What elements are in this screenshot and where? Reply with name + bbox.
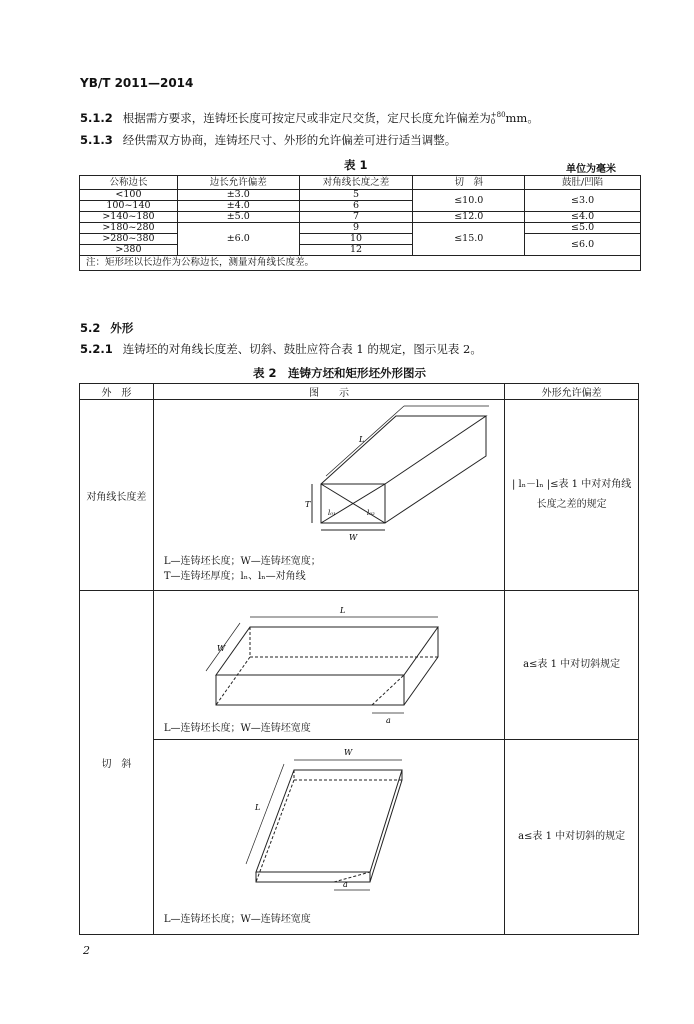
section-title: 外形 bbox=[110, 321, 134, 335]
cell: ≤3.0 bbox=[525, 190, 641, 212]
label-W: W bbox=[216, 644, 226, 653]
cell: 12 bbox=[299, 245, 413, 256]
cell: <100 bbox=[80, 190, 178, 201]
cell: ≤5.0 bbox=[525, 223, 641, 234]
figure-cell bbox=[153, 740, 504, 935]
label-a: a bbox=[385, 716, 391, 725]
legend-line: L—连铸坯长度；W—连铸坯宽度 bbox=[163, 723, 311, 734]
tolerance-cell bbox=[505, 740, 639, 935]
cell: 100~140 bbox=[80, 201, 178, 212]
clause-unit: mm。 bbox=[505, 111, 539, 125]
header-cell: 对角线长度之差 bbox=[299, 176, 413, 190]
header-cell: 公称边长 bbox=[80, 176, 178, 190]
section-number: 5.2 bbox=[80, 321, 101, 335]
section-5-2 bbox=[80, 320, 133, 336]
table-note-row bbox=[80, 256, 641, 271]
header-cell: 鼓肚/凹陷 bbox=[525, 176, 641, 190]
tolerance-line: 长度之差的规定 bbox=[536, 499, 607, 510]
label-a: a bbox=[342, 880, 348, 889]
cell: 6 bbox=[299, 201, 413, 212]
figure-cell bbox=[153, 400, 504, 591]
table-header-row bbox=[80, 176, 641, 190]
clause-text: 连铸坯的对角线长度差、切斜、鼓肚应符合表 1 的规定，图示见表 2。 bbox=[122, 342, 482, 356]
table-row bbox=[80, 212, 641, 223]
table-row bbox=[80, 223, 641, 234]
clause-number: 5.1.2 bbox=[80, 111, 113, 125]
cell: 9 bbox=[299, 223, 413, 234]
cell: ≤6.0 bbox=[525, 234, 641, 256]
cell: ≤4.0 bbox=[525, 212, 641, 223]
table1-caption: 表 1 bbox=[344, 158, 368, 172]
label-L: L bbox=[358, 435, 365, 444]
table2-caption: 表 2 连铸方坯和矩形坯外形图示 bbox=[253, 366, 427, 380]
figure-legend bbox=[164, 554, 321, 584]
tolerance-cell bbox=[505, 400, 639, 591]
table-note: 注：矩形坯以长边作为公称边长，测量对角线长度差。 bbox=[80, 256, 641, 271]
cell: 7 bbox=[299, 212, 413, 223]
header-cell: 切 斜 bbox=[413, 176, 525, 190]
legend-line: T—连铸坯厚度；lₙ、lₙ—对角线 bbox=[163, 571, 306, 582]
figure-legend bbox=[164, 912, 311, 927]
cell: ±5.0 bbox=[177, 212, 299, 223]
table-1 bbox=[79, 175, 641, 271]
shape-cell: 切 斜 bbox=[80, 591, 154, 935]
figure-cell bbox=[153, 591, 504, 740]
page-number: 2 bbox=[83, 944, 90, 957]
tolerance-line: a≤表 1 中对切斜规定 bbox=[523, 659, 621, 670]
label-W: W bbox=[348, 533, 358, 542]
label-T: T bbox=[304, 500, 311, 509]
tolerance-line: | lₙ－lₙ |≤表 1 中对对角线 bbox=[511, 479, 632, 490]
legend-line: L—连铸坯长度；W—连铸坯宽度； bbox=[163, 556, 321, 567]
label-L: L bbox=[339, 606, 346, 615]
table-row bbox=[80, 234, 641, 245]
header-cell: 图 示 bbox=[153, 384, 504, 400]
tolerance-upper: +80 bbox=[490, 111, 506, 119]
cell: ±6.0 bbox=[177, 223, 299, 256]
legend-line: L—连铸坯长度；W—连铸坯宽度 bbox=[163, 914, 311, 925]
cell: >280~380 bbox=[80, 234, 178, 245]
cell: ≤15.0 bbox=[413, 223, 525, 256]
clause-text: 根据需方要求，连铸坯长度可按定尺或非定尺交货，定尺长度允许偏差为 bbox=[122, 111, 491, 125]
label-L: L bbox=[254, 803, 261, 812]
label-W: W bbox=[343, 748, 353, 757]
header-cell: 边长允许偏差 bbox=[177, 176, 299, 190]
cell: ≤12.0 bbox=[413, 212, 525, 223]
clause-5-1-2 bbox=[80, 110, 539, 126]
label-l1: l₀₁ bbox=[327, 509, 336, 517]
tolerance-line: a≤表 1 中对切斜的规定 bbox=[518, 831, 626, 842]
cell: 5 bbox=[299, 190, 413, 201]
cell: >180~280 bbox=[80, 223, 178, 234]
shape-cell: 对角线长度差 bbox=[80, 400, 154, 591]
standard-code: YB/T 2011—2014 bbox=[80, 76, 194, 90]
table-row bbox=[80, 190, 641, 201]
tolerance-cell bbox=[505, 591, 639, 740]
clause-number: 5.1.3 bbox=[80, 133, 113, 147]
table-row bbox=[80, 591, 639, 740]
header-cell: 外形允许偏差 bbox=[505, 384, 639, 400]
table-header-row bbox=[80, 384, 639, 400]
cell: >380 bbox=[80, 245, 178, 256]
skew-figure-1 bbox=[154, 591, 506, 739]
cell: ±3.0 bbox=[177, 190, 299, 201]
cell: 10 bbox=[299, 234, 413, 245]
table-2 bbox=[79, 383, 639, 935]
clause-text: 经供需双方协商，连铸坯尺寸、外形的允许偏差可进行适当调整。 bbox=[122, 133, 457, 147]
table1-unit: 单位为毫米 bbox=[566, 164, 616, 175]
figure-legend bbox=[164, 721, 311, 736]
skew-figure-2 bbox=[154, 740, 506, 934]
header-cell: 外 形 bbox=[80, 384, 154, 400]
cell: ≤10.0 bbox=[413, 190, 525, 212]
label-l2: l₀₂ bbox=[366, 509, 375, 517]
cell: ±4.0 bbox=[177, 201, 299, 212]
table-row bbox=[80, 740, 639, 935]
table-row bbox=[80, 400, 639, 591]
clause-number: 5.2.1 bbox=[80, 342, 113, 356]
cell: >140~180 bbox=[80, 212, 178, 223]
clause-5-1-3 bbox=[80, 132, 456, 148]
tolerance-lower: 0 bbox=[490, 118, 496, 126]
clause-5-2-1 bbox=[80, 341, 482, 357]
